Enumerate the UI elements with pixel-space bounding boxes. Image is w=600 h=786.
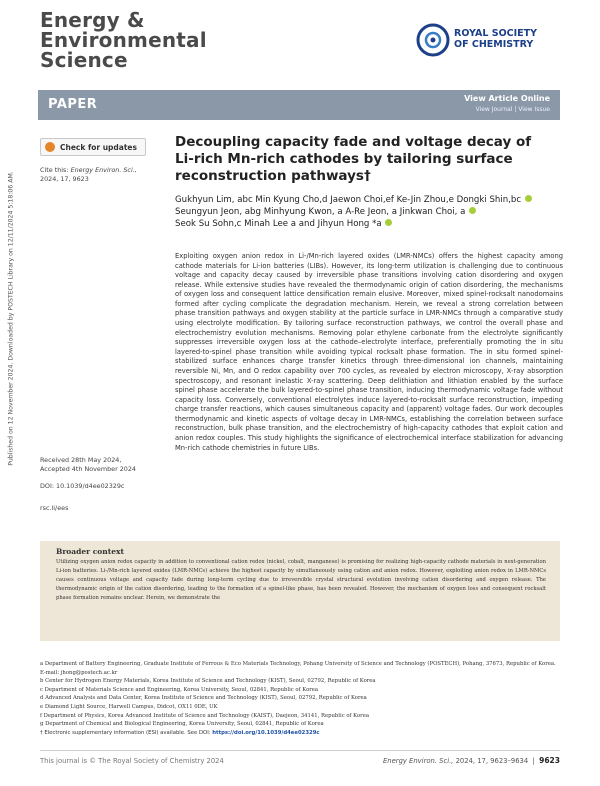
affiliation-c: c Department of Materials Science and Engineering, Korea University, Seoul, 02841, Republic of Korea: [40, 686, 319, 693]
cite-prefix: Cite this:: [40, 166, 71, 174]
paper-title: Decoupling capacity fade and voltage decay of Li-rich Mn-rich cathodes by tailoring surface reconstruction pathways†: [175, 134, 532, 184]
orcid-icon[interactable]: [525, 195, 532, 202]
citation: [40, 166, 140, 184]
affiliation-d: d Advanced Analysis and Data Center, Korea Institute of Science and Technology (KIST), Seoul, 02792, Republic of Korea: [40, 695, 367, 702]
broader-context-box: [40, 541, 560, 641]
journal-short-link[interactable]: rsc.li/ees: [40, 504, 69, 512]
update-check-icon: [45, 142, 55, 152]
doi[interactable]: DOI: 10.1039/d4ee02329c: [40, 482, 125, 490]
rsc-emblem-icon: [416, 20, 450, 60]
affiliations: [40, 660, 560, 737]
author-list: [175, 195, 555, 230]
journal-title-line-3: Science: [40, 48, 128, 72]
abstract: Exploiting oxygen anion redox in Li-/Mn-rich layered oxides (LMR-NMCs) offers the highest capacity among cathode materials for Li-ion batteries (LIBs). However, its long-term utilization is challenging due to continuous voltage and capacity decay caused by irreversible phase transitions involving cation disordering and oxygen release. While extensive studies have revealed the thermodynamic origin of cation disordering, the mechanisms of oxygen loss and consequent lattice densification remain elusive. Moreover, mixed spinel-rocksalt nanodomains formed after cycling complicate the degradation mechanism. Herein, we reveal a strong correlation between phase transition pathways and oxygen stability at the particle surface in LMR-NMCs through a comparative study using electrolyte modification. By tailoring surface reconstruction pathways, we control the overall phase and electrochemistry evolution mechanisms. Removing polar ethylene carbonate from the electrolyte significantly suppresses irreversible oxygen loss at the cathode–electrolyte interface, preferentially promoting the in situ layered-to-spinel phase transition while avoiding typical rocksalt phase formation. The in situ formed spinel-stabilized surface enhances charge transfer kinetics through three-dimensional ion channels, maintaining reversible Ni, Mn, and O redox capability over 700 cycles, as revealed by electron microscopy, X-ray absorption spectroscopy, and resonant inelastic X-ray scattering. Deep delithiation and lithiation enabled by the surface spinel phase accelerate the bulk layered-to-spinel phase transition, inducing thermodynamic voltage fade without capacity loss. Conversely, conventional electrolytes induce layered-to-rocksalt surface reconstruction, impeding charge transfer reactions, which causes simultaneous capacity and (apparent) voltage fades. Our work decouples thermodynamic and kinetic aspects of voltage decay in LMR-NMCs, establishing the correlation between surface reconstruction, bulk phase transition, and the electrochemistry of high-capacity cathodes that exploit cation and anion redox couples. This study highlights the significance of electrochemical interface stabilization for advancing Mn-rich cathode chemistries in future LIBs.: [175, 252, 563, 452]
download-watermark-text: Published on 12 November 2024. Downloaded by POSTECH Library on 12/11/2024 5:18:06 AM.: [7, 171, 15, 466]
affiliation-a: a Department of Battery Engineering, Graduate Institute of Ferrous & Eco Materials Technology, Pohang University of Science and Technology (POSTECH), Pohang, 37673, Republic of Korea. E-mail: jhong@postech.ac.kr: [40, 661, 556, 676]
footer-divider: [40, 750, 560, 751]
authors-line-3: Seok Su Sohn,c Minah Lee a and Jihyun Hong *a: [175, 219, 555, 231]
affiliation-b: b Center for Hydrogen Energy Materials, Korea Institute of Science and Technology (KIST), Seoul, 02792, Republic of Korea: [40, 678, 376, 685]
rsc-logo[interactable]: [416, 20, 566, 64]
authors-line-2: Seungyun Jeon, abg Minhyung Kwon, a A-Re Jeon, a Jinkwan Choi, a: [175, 207, 555, 219]
publisher-line-1: ROYAL SOCIETY: [454, 28, 538, 39]
publisher-line-2: OF CHEMISTRY: [454, 39, 534, 50]
authors-line-1: Gukhyun Lim, abc Min Kyung Cho,d Jaewon Choi,ef Ke-Jin Zhou,e Dongki Shin,bc: [175, 195, 555, 207]
esi-doi-link[interactable]: https://doi.org/10.1039/d4ee02329c: [212, 729, 320, 736]
orcid-icon[interactable]: [385, 219, 392, 226]
view-article-online-link[interactable]: View Article Online: [464, 94, 550, 103]
view-journal-issue-links[interactable]: View Journal | View Issue: [475, 106, 550, 113]
copyright-notice: This journal is © The Royal Society of Chemistry 2024: [40, 757, 224, 765]
esi-note: † Electronic supplementary information (ESI) available. See DOI: https://doi.org/10.1039/d4ee02329c: [40, 729, 320, 736]
check-for-updates-label: Check for updates: [60, 142, 137, 152]
download-watermark: [6, 150, 16, 490]
affiliation-g: g Department of Chemical and Biological Engineering, Korea University, Seoul, 02841, Republic of Korea: [40, 721, 324, 728]
affiliation-f: f Department of Physics, Korea Advanced Institute of Science and Technology (KAIST), Daejeon, 34141, Republic of Korea: [40, 712, 370, 719]
page-number: 9623: [539, 756, 560, 765]
accepted-date: Accepted 4th November 2024: [40, 465, 136, 473]
check-for-updates-button[interactable]: [40, 138, 146, 156]
journal-title-line-1: Energy &: [40, 8, 145, 32]
page-footer-citation: Energy Environ. Sci., 2024, 17, 9623–9634 | 9623: [382, 756, 560, 765]
affiliation-e: e Diamond Light Source, Harwell Campus, Didcot, OX11 0DE, UK: [40, 703, 218, 710]
received-date: Received 28th May 2024,: [40, 456, 122, 464]
journal-title: [40, 10, 207, 70]
footer-journal: Energy Environ. Sci.,: [382, 757, 454, 765]
journal-title-line-2: Environmental: [40, 28, 207, 52]
received-dates: [40, 456, 160, 474]
orcid-icon[interactable]: [469, 207, 476, 214]
cite-volume: 2024, 17, 9623: [40, 175, 89, 183]
broader-context-text: Utilizing oxygen anion redox capacity in addition to conventional cation redox (nickel, cobalt, manganese) is promising for realizing high-capacity cathode materials in next-generation Li-ion batteries. Li-/Mn-rich layered oxides (LMR-NMCs) achieve the highest capacity by simultaneously using cation and anion redox. However, exploiting anion redox in LMR-NMCs causes continuous voltage and capacity fade during long-term cycling due to irreversible crystal structural evolution involving cation disordering and oxygen release. The thermodynamic origin of the cation disordering, leading to the formation of a spinel-like phase, has been revealed. However, the mechanism of oxygen loss and consequent rocksalt phase formation remains unclear. Herein, we demonstrate the: [56, 559, 546, 601]
cite-journal: Energy Environ. Sci.,: [70, 166, 137, 174]
article-type-label: PAPER: [48, 97, 98, 112]
article-type-banner: [38, 90, 560, 120]
broader-context-heading: Broader context: [56, 547, 124, 556]
footer-issue: 2024, 17, 9623–9634: [455, 757, 529, 765]
publisher-name: [454, 28, 537, 50]
